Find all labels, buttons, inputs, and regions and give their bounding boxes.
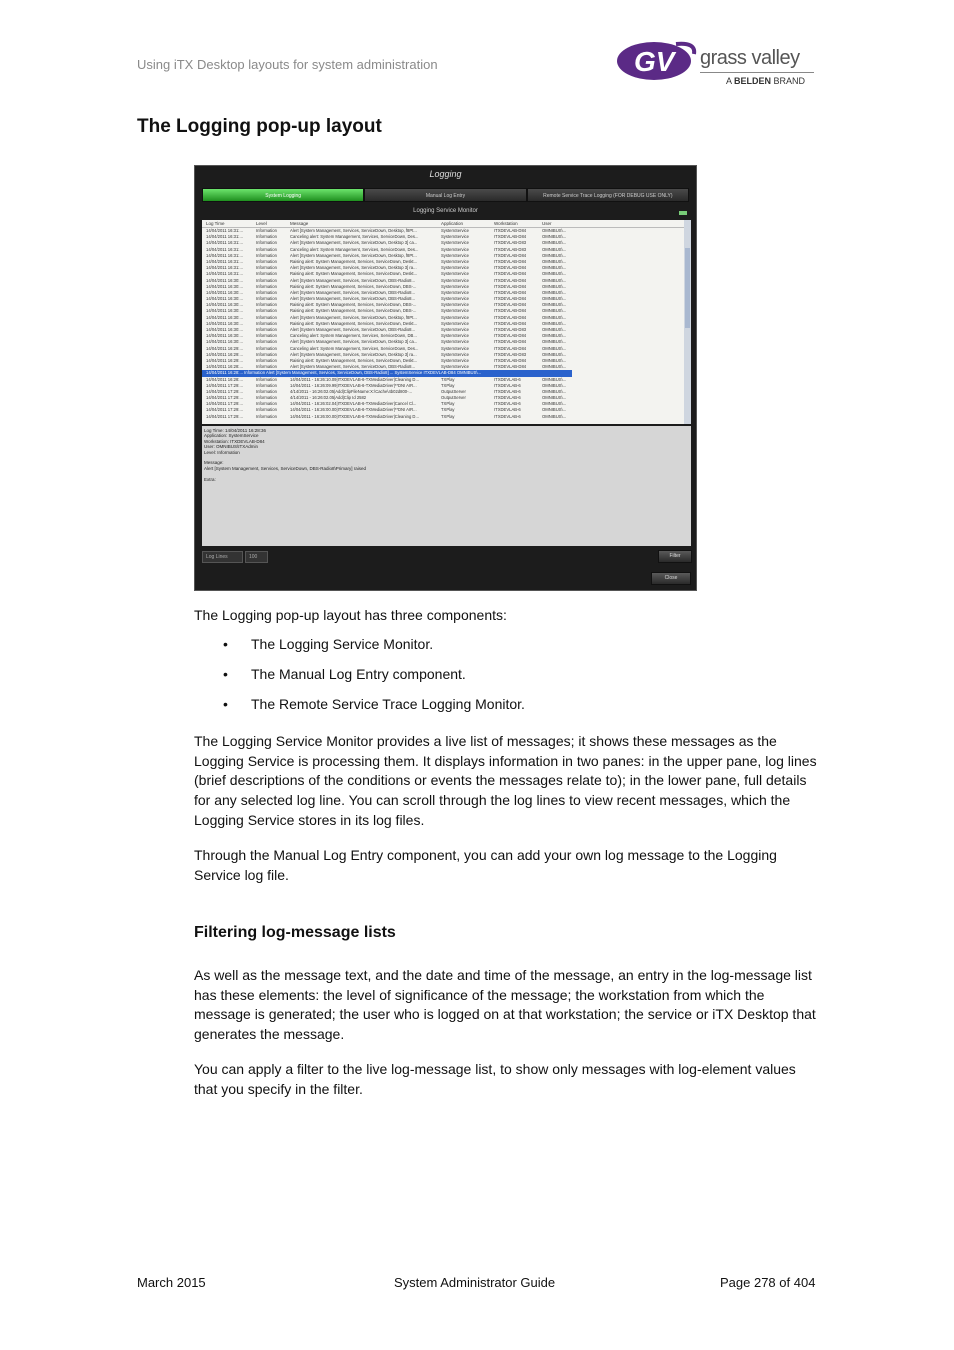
table-cell: TXPlay bbox=[441, 413, 455, 419]
table-cell: SystemService bbox=[441, 258, 469, 264]
table-cell: Information bbox=[256, 234, 277, 240]
table-cell: ITXDEVLAB-D84 bbox=[494, 296, 527, 302]
table-cell: ITXDEVLAB-D84 bbox=[494, 234, 527, 240]
table-cell: OutputServer bbox=[441, 395, 466, 401]
log-detail-pane bbox=[202, 426, 691, 546]
table-cell: 14/04/2011 - 16:26:09.99|ITXDEVLAB-6-TXMediaDriver|**DNI AIR... bbox=[290, 382, 417, 388]
table-cell: ITXDEVLAB-D83 bbox=[494, 240, 527, 246]
table-cell: 14/04/2011 - 16:26:10.09|ITXDEVLAB-6-TXMediaDriver|Cleaning D... bbox=[290, 376, 419, 382]
table-cell: Information bbox=[256, 345, 277, 351]
table-cell: SystemService bbox=[441, 333, 469, 339]
table-cell: 14/04/2011 17:29:... bbox=[206, 407, 243, 413]
bullet-item: • The Remote Service Trace Logging Monitor. bbox=[223, 696, 525, 712]
detail-line: Extra: bbox=[204, 476, 216, 482]
table-cell: ITXDEVLAB-D84 bbox=[494, 314, 527, 320]
table-cell: 14/04/2011 16:29:... bbox=[206, 357, 243, 363]
table-cell: Information bbox=[256, 351, 277, 357]
table-cell: ITXDEVLAB-6 bbox=[494, 382, 521, 388]
table-cell: ITXDEVLAB-D83 bbox=[494, 327, 527, 332]
table-cell: OMNIBUS\... bbox=[542, 302, 567, 308]
table-cell: Raising alert: System Management, Services, ServiceDown, Deskt... bbox=[290, 357, 418, 363]
table-cell: ITXDEVLAB-6 bbox=[494, 407, 521, 413]
table-cell: ITXDEVLAB-D84 bbox=[494, 271, 527, 277]
table-cell: OMNIBUS\... bbox=[542, 265, 567, 271]
table-cell: Raising alert: System Management, Services, ServiceDown, Deskt... bbox=[290, 271, 418, 277]
table-cell: Information bbox=[256, 240, 277, 246]
log-list-header bbox=[202, 220, 691, 228]
table-row[interactable] bbox=[202, 414, 691, 420]
table-cell: OMNIBUS\... bbox=[542, 320, 567, 326]
table-cell: Canceling alert: System Management, Services, ServiceDown, DB... bbox=[290, 333, 417, 339]
table-cell: Information bbox=[256, 395, 277, 401]
table-cell: Alert [System Management, Services, ServiceDown, Desktop 3] ra... bbox=[290, 265, 417, 271]
paragraph-manual-entry: Through the Manual Log Entry component, you can add your own log message to the Logging Service log file. bbox=[194, 847, 777, 883]
table-cell: 14/04/2011 17:29:... bbox=[206, 401, 243, 407]
col-message[interactable]: Message bbox=[290, 221, 309, 226]
table-cell: Alert [System Management, Services, ServiceDown, DBS-Radio8... bbox=[290, 289, 415, 295]
table-cell: Information bbox=[256, 296, 277, 302]
table-cell: Alert [System Management, Services, ServiceDown, DBS-Radio8... bbox=[290, 296, 415, 302]
log-lines-spinner[interactable]: 100 bbox=[245, 551, 268, 563]
intro-paragraph: The Logging pop-up layout has three components: bbox=[194, 607, 507, 623]
table-cell: OMNIBUS\... bbox=[542, 395, 567, 401]
table-cell: 14/04/2011 16:30:... bbox=[206, 283, 243, 289]
table-cell: Alert [System Management, Services, ServiceDown, Desktop, f8Pt... bbox=[290, 252, 417, 258]
table-cell: TXPlay bbox=[441, 401, 455, 407]
table-cell: Information bbox=[256, 308, 277, 314]
table-cell: SystemService bbox=[441, 289, 469, 295]
table-cell: ITXDEVLAB-D84 bbox=[494, 339, 527, 345]
paragraph-filter: You can apply a filter to the live log-message list, to show only messages with log-element values that you specify in the filter. bbox=[194, 1061, 796, 1097]
col-log-time[interactable]: Log Time bbox=[206, 221, 225, 226]
tab-manual-log-entry[interactable]: Manual Log Entry bbox=[364, 188, 526, 202]
table-cell: Information bbox=[256, 265, 277, 271]
table-cell: OMNIBUS\... bbox=[542, 258, 567, 264]
table-cell: Information bbox=[256, 320, 277, 326]
table-cell: SystemService bbox=[441, 314, 469, 320]
table-cell: OMNIBUS\... bbox=[542, 345, 567, 351]
table-cell: OMNIBUS\... bbox=[542, 228, 567, 233]
table-cell: 14/04/2011 16:31:... bbox=[206, 228, 243, 233]
table-cell: Information bbox=[256, 327, 277, 332]
table-cell: ITXDEVLAB-D84 bbox=[494, 308, 527, 314]
detail-line: Log Time: 14/04/2011 16:28:36 bbox=[204, 428, 266, 433]
table-cell: SystemService bbox=[441, 271, 469, 277]
col-user[interactable]: User bbox=[542, 221, 552, 226]
log-rows bbox=[202, 228, 691, 420]
logging-popup-screenshot bbox=[194, 165, 697, 591]
table-cell: OMNIBUS\... bbox=[542, 296, 567, 302]
table-cell: SystemService bbox=[441, 240, 469, 246]
table-cell: Information bbox=[256, 388, 277, 394]
table-cell: 14/04/2011 16:31:... bbox=[206, 240, 243, 246]
table-cell: SystemService bbox=[441, 345, 469, 351]
running-header: Using iTX Desktop layouts for system administration bbox=[137, 57, 438, 72]
table-cell: SystemService bbox=[441, 327, 469, 332]
table-cell: 4/14/2011 - 16:26:02.05|Add|Clip Id 2582 bbox=[290, 395, 367, 401]
bullet-icon: • bbox=[223, 666, 228, 682]
table-cell: OMNIBUS\... bbox=[542, 252, 567, 258]
table-cell: ITXDEVLAB-D84 bbox=[494, 252, 527, 258]
detail-line: Level: Information bbox=[204, 449, 240, 455]
table-cell: Raising alert: System Management, Services, ServiceDown, DBS-... bbox=[290, 283, 417, 289]
table-cell: 14/04/2011 17:29:... bbox=[206, 388, 243, 394]
table-cell: ITXDEVLAB-D84 bbox=[494, 258, 527, 264]
table-cell: Alert [System Management, Services, ServiceDown, DBS-Radio8... bbox=[290, 327, 415, 332]
table-cell: 14/04/2011 16:30:... bbox=[206, 308, 243, 314]
table-cell: OMNIBUS\... bbox=[542, 289, 567, 295]
table-cell: ITXDEVLAB-D84 bbox=[494, 357, 527, 363]
close-button[interactable]: Close bbox=[651, 572, 691, 585]
table-cell: TXPlay bbox=[441, 382, 455, 388]
table-cell: ITXDEVLAB-D84 bbox=[494, 302, 527, 308]
table-cell: ITXDEVLAB-D84 bbox=[494, 277, 527, 283]
table-cell: Information bbox=[256, 407, 277, 413]
table-cell: 14/04/2011 16:31:... bbox=[206, 265, 243, 271]
table-cell: 14/04/2011 16:30:... bbox=[206, 333, 243, 339]
grass-valley-logo bbox=[616, 38, 816, 88]
table-cell: SystemService bbox=[441, 296, 469, 302]
table-cell: ITXDEVLAB-6 bbox=[494, 395, 521, 401]
table-cell: OMNIBUS\... bbox=[542, 357, 567, 363]
table-cell: ITXDEVLAB-6 bbox=[494, 413, 521, 419]
selected-row-text: 14/04/2011 16:28:... Information Alert [System Management, Services, ServiceDown, DBS-Radio8] ... SystemService ITXDEVLAB-D84 OMNIBUS\... bbox=[206, 370, 482, 376]
table-cell: Information bbox=[256, 333, 277, 339]
table-cell: Information bbox=[256, 283, 277, 289]
table-cell: Information bbox=[256, 314, 277, 320]
table-cell: 14/04/2011 16:30:... bbox=[206, 289, 243, 295]
table-cell: 14/04/2011 - 16:26:00.00|ITXDEVLAB-6-TXMediaDriver|**DNI AIR... bbox=[290, 407, 417, 413]
table-cell: 14/04/2011 16:29:... bbox=[206, 345, 243, 351]
table-cell: Information bbox=[256, 376, 277, 382]
bullet-item: • The Logging Service Monitor. bbox=[223, 636, 434, 652]
table-cell: SystemService bbox=[441, 228, 469, 233]
col-level[interactable]: Level bbox=[256, 221, 267, 226]
tab-bar bbox=[202, 188, 689, 202]
logo-wordmark: grass valley bbox=[700, 47, 800, 69]
table-cell: Alert [System Management, Services, ServiceDown, Desktop 3] ca... bbox=[290, 240, 418, 246]
gv-logo-icon bbox=[616, 38, 698, 84]
table-cell: SystemService bbox=[441, 302, 469, 308]
table-cell: TXPlay bbox=[441, 407, 455, 413]
table-cell: Raising alert: System Management, Services, ServiceDown, Deskt... bbox=[290, 258, 418, 264]
table-cell: Information bbox=[256, 413, 277, 419]
table-cell: Information bbox=[256, 401, 277, 407]
table-cell: SystemService bbox=[441, 252, 469, 258]
table-cell: Information bbox=[256, 302, 277, 308]
table-cell: 14/04/2011 16:28:... bbox=[206, 376, 243, 382]
footer-date: March 2015 bbox=[137, 1275, 206, 1290]
table-cell: Information bbox=[256, 271, 277, 277]
table-cell: ITXDEVLAB-D84 bbox=[494, 345, 527, 351]
table-cell: ITXDEVLAB-6 bbox=[494, 401, 521, 407]
monitor-title: Logging Service Monitor bbox=[413, 208, 478, 214]
table-cell: ITXDEVLAB-D83 bbox=[494, 246, 527, 252]
table-cell: Alert [System Management, Services, ServiceDown, Desktop, f8Pt... bbox=[290, 314, 417, 320]
paragraph-monitor: The Logging Service Monitor provides a live list of messages; it shows these messages as the Logging Service is processing them. It displays information in two panes: in the upper pane, log lines (brief descriptions of the conditions or events the messages relate to); in the lower pane, full details for any selected log line. You can scroll through the log lines to view recent messages, which the Logging Service stores in its log files. bbox=[194, 733, 817, 828]
window-title: Logging bbox=[429, 169, 462, 179]
table-cell: 14/04/2011 16:30:... bbox=[206, 296, 243, 302]
table-cell: SystemService bbox=[441, 234, 469, 240]
table-cell: Information bbox=[256, 357, 277, 363]
table-cell: Alert [System Management, Services, ServiceDown, DBS-Radio8... bbox=[290, 364, 415, 370]
table-cell: Raising alert: System Management, Services, ServiceDown, DBS-... bbox=[290, 308, 417, 314]
table-cell: Information bbox=[256, 246, 277, 252]
detail-line: Application: SystemService bbox=[204, 433, 259, 439]
table-cell: OutputServer bbox=[441, 388, 466, 394]
table-cell: 14/04/2011 16:30:... bbox=[206, 302, 243, 308]
svg-text:GV: GV bbox=[634, 46, 675, 77]
table-cell: 14/04/2011 16:31:... bbox=[206, 271, 243, 277]
table-cell: 14/04/2011 16:31:... bbox=[206, 258, 243, 264]
table-cell: Information bbox=[256, 364, 277, 370]
bullet-item: • The Manual Log Entry component. bbox=[223, 666, 466, 682]
table-cell: ITXDEVLAB-D84 bbox=[494, 228, 527, 233]
table-cell: 4/14/2011 - 16:26:02.05|Add|ClipFileName:X:\Cache\4b02d800-... bbox=[290, 388, 412, 394]
table-cell: OMNIBUS\... bbox=[542, 401, 567, 407]
monitor-status-led bbox=[679, 211, 687, 215]
page-title: The Logging pop-up layout bbox=[137, 116, 382, 137]
table-cell: SystemService bbox=[441, 357, 469, 363]
logo-subbrand: A BELDEN BRAND bbox=[726, 76, 806, 86]
detail-line: Alert [System Management, Services, ServiceDown, DBS-Radio8\Primary] raised bbox=[204, 465, 367, 471]
logo-rule bbox=[700, 72, 814, 73]
table-cell: OMNIBUS\... bbox=[542, 240, 567, 246]
table-cell: OMNIBUS\... bbox=[542, 413, 567, 419]
table-cell: 14/04/2011 16:30:... bbox=[206, 277, 243, 283]
log-list[interactable] bbox=[202, 220, 691, 424]
table-cell: OMNIBUS\... bbox=[542, 271, 567, 277]
footer-page-number: Page 278 of 404 bbox=[720, 1275, 816, 1290]
table-cell: 14/04/2011 16:31:... bbox=[206, 246, 243, 252]
table-cell: SystemService bbox=[441, 351, 469, 357]
filter-button[interactable]: Filter bbox=[658, 550, 692, 563]
detail-line: User: OMNIBUS\ITXAdmin bbox=[204, 444, 259, 450]
table-cell: 14/04/2011 17:29:... bbox=[206, 395, 243, 401]
table-cell: Information bbox=[256, 277, 277, 283]
table-cell: Canceling alert: System Management, Services, ServiceDown, Des... bbox=[290, 246, 419, 252]
table-cell: Alert [System Management, Services, ServiceDown, Desktop 3] ca... bbox=[290, 339, 418, 345]
table-cell: ITXDEVLAB-D84 bbox=[494, 333, 527, 339]
table-cell: 14/04/2011 16:30:... bbox=[206, 314, 243, 320]
table-cell: Information bbox=[256, 258, 277, 264]
tab-system-logging[interactable]: System Logging bbox=[202, 188, 364, 202]
table-cell: OMNIBUS\... bbox=[542, 333, 567, 339]
table-cell: Alert [System Management, Services, ServiceDown, Desktop, f8Pt... bbox=[290, 228, 417, 233]
table-cell: 14/04/2011 16:31:... bbox=[206, 234, 243, 240]
table-cell: ITXDEVLAB-D83 bbox=[494, 351, 527, 357]
table-cell: OMNIBUS\... bbox=[542, 327, 567, 332]
table-cell: ITXDEVLAB-6 bbox=[494, 388, 521, 394]
table-cell: 14/04/2011 16:29:... bbox=[206, 351, 243, 357]
table-cell: 14/04/2011 17:29:... bbox=[206, 413, 243, 419]
table-cell: ITXDEVLAB-D84 bbox=[494, 289, 527, 295]
col-workstation[interactable]: Workstation bbox=[494, 221, 518, 226]
table-cell: Information bbox=[256, 289, 277, 295]
table-cell: Canceling alert: System Management, Services, ServiceDown, Des... bbox=[290, 234, 419, 240]
table-cell: OMNIBUS\... bbox=[542, 388, 567, 394]
table-cell: OMNIBUS\... bbox=[542, 234, 567, 240]
table-cell: TXPlay bbox=[441, 376, 455, 382]
table-cell: Information bbox=[256, 382, 277, 388]
table-cell: SystemService bbox=[441, 265, 469, 271]
footer-doc-title: System Administrator Guide bbox=[394, 1275, 556, 1290]
paragraph-elements: As well as the message text, and the date and time of the message, an entry in the log-message list has these elements: the level of significance of the message; the workstation from which the message is generated; the user who is logged on at that workstation; the service or iTX Desktop that generates the message. bbox=[194, 967, 816, 1043]
col-application[interactable]: Application bbox=[441, 221, 464, 226]
table-cell: ITXDEVLAB-D84 bbox=[494, 283, 527, 289]
table-cell: Information bbox=[256, 339, 277, 345]
table-cell: 14/04/2011 16:28:... bbox=[206, 364, 243, 370]
table-cell: Information bbox=[256, 252, 277, 258]
table-cell: 14/04/2011 - 16:26:02.04|ITXDEVLAB-6-TXMediaDriver|Cancel Cl... bbox=[290, 401, 417, 407]
table-cell: 14/04/2011 16:30:... bbox=[206, 327, 243, 332]
table-cell: OMNIBUS\... bbox=[542, 308, 567, 314]
bullet-icon: • bbox=[223, 636, 228, 652]
table-cell: OMNIBUS\... bbox=[542, 376, 567, 382]
table-cell: ITXDEVLAB-D84 bbox=[494, 265, 527, 271]
table-cell: Information bbox=[256, 228, 277, 233]
table-cell: SystemService bbox=[441, 364, 469, 370]
table-cell: OMNIBUS\... bbox=[542, 364, 567, 370]
tab-remote-trace-logging[interactable]: Remote Service Trace Logging (FOR DEBUG USE ONLY) bbox=[527, 188, 689, 202]
table-cell: 14/04/2011 16:30:... bbox=[206, 339, 243, 345]
table-cell: Canceling alert: System Management, Services, ServiceDown, Des... bbox=[290, 345, 419, 351]
table-cell: Raising alert: System Management, Services, ServiceDown, Deskt... bbox=[290, 320, 418, 326]
table-cell: ITXDEVLAB-D84 bbox=[494, 320, 527, 326]
log-lines-label: Log Lines bbox=[202, 551, 243, 563]
bullet-icon: • bbox=[223, 696, 228, 712]
table-cell: OMNIBUS\... bbox=[542, 246, 567, 252]
table-cell: 14/04/2011 17:29:... bbox=[206, 382, 243, 388]
table-cell: ITXDEVLAB-D84 bbox=[494, 364, 527, 370]
table-cell: 14/04/2011 - 16:26:00.00|ITXDEVLAB-6-TXMediaDriver|Cleaning D... bbox=[290, 413, 419, 419]
detail-line: Message: bbox=[204, 460, 224, 466]
table-cell: Alert [System Management, Services, ServiceDown, DBS-Radio8... bbox=[290, 277, 415, 283]
table-cell: OMNIBUS\... bbox=[542, 339, 567, 345]
table-cell: Alert [System Management, Services, ServiceDown, Desktop 3] ra... bbox=[290, 351, 417, 357]
table-cell: OMNIBUS\... bbox=[542, 382, 567, 388]
table-cell: SystemService bbox=[441, 308, 469, 314]
table-cell: 14/04/2011 16:30:... bbox=[206, 320, 243, 326]
table-cell: OMNIBUS\... bbox=[542, 277, 567, 283]
table-cell: SystemService bbox=[441, 277, 469, 283]
table-cell: SystemService bbox=[441, 339, 469, 345]
table-cell: SystemService bbox=[441, 246, 469, 252]
table-cell: OMNIBUS\... bbox=[542, 351, 567, 357]
table-cell: OMNIBUS\... bbox=[542, 314, 567, 320]
table-cell: 14/04/2011 16:31:... bbox=[206, 252, 243, 258]
log-list-scrollbar[interactable] bbox=[684, 220, 691, 424]
table-cell: SystemService bbox=[441, 283, 469, 289]
table-cell: OMNIBUS\... bbox=[542, 283, 567, 289]
section-heading: Filtering log-message lists bbox=[194, 924, 396, 941]
table-cell: SystemService bbox=[441, 320, 469, 326]
table-cell: OMNIBUS\... bbox=[542, 407, 567, 413]
table-cell: Raising alert: System Management, Services, ServiceDown, DBS-... bbox=[290, 302, 417, 308]
table-cell: ITXDEVLAB-6 bbox=[494, 376, 521, 382]
detail-line: Workstation: ITXDEVLAB-D84 bbox=[204, 438, 265, 444]
scrollbar-thumb[interactable] bbox=[685, 248, 690, 328]
